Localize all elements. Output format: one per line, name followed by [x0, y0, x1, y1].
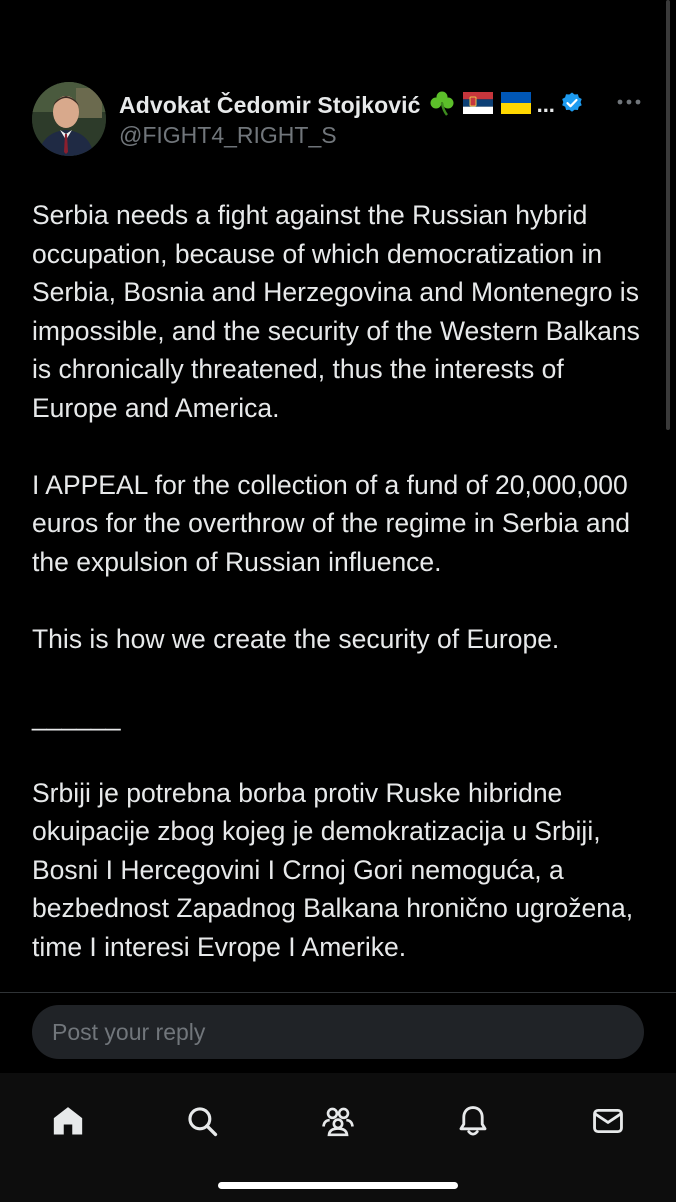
home-indicator[interactable]	[218, 1182, 458, 1189]
more-dots-icon	[617, 99, 641, 105]
tweet-paragraph: I APPEAL for the collection of a fund of 20,000,000 euros for the overthrow of the regime in Serbia and the expulsion of Russian influence.	[32, 469, 631, 577]
shamrock-icon	[429, 90, 455, 121]
author-display-name[interactable]: Advokat Čedomir Stojković	[119, 91, 421, 118]
search-icon	[185, 1104, 219, 1138]
nav-notifications[interactable]	[443, 1091, 503, 1151]
messages-icon	[591, 1104, 625, 1138]
verified-badge-icon[interactable]	[560, 91, 584, 120]
nav-search[interactable]	[172, 1091, 232, 1151]
serbia-flag-icon	[463, 92, 493, 119]
reply-bar	[0, 992, 676, 1073]
name-truncation: ...	[536, 92, 555, 117]
author-handle[interactable]: @FIGHT4_RIGHT_S	[119, 122, 337, 148]
tweet-separator: ______	[32, 700, 121, 731]
tweet-paragraph: Serbia needs a fight against the Russian hybrid occupation, because of which democratization in Serbia, Bosnia and Herzegovina and Montenegro is impossible, and the security of the Western Balkans is chronically threatened, thus the interests of Europe and America.	[32, 200, 640, 423]
nav-home[interactable]	[38, 1091, 98, 1151]
home-icon	[51, 1104, 85, 1138]
tweet-header	[32, 82, 652, 158]
tweet-paragraph: This is how we create the security of Europe.	[32, 623, 560, 654]
tweet-text	[32, 196, 652, 992]
more-options-button[interactable]	[614, 92, 644, 112]
communities-icon	[320, 1104, 356, 1138]
tweet-paragraph: Srbiji je potrebna borba protiv Ruske hibridne okuipacije zbog kojeg je demokratizacija u Srbiji, Bosni I Hercegovini I Crnoj Gori nemoguća, a bezbednost Zapadnog Balkana hronično ugrožena, time I interesi Evrope I Amerike.	[32, 777, 634, 962]
author-name-row[interactable]	[119, 90, 584, 120]
ukraine-flag-icon	[501, 92, 531, 119]
nav-messages[interactable]	[578, 1091, 638, 1151]
notifications-icon	[456, 1104, 490, 1138]
bottom-navigation	[0, 1073, 676, 1202]
reply-input[interactable]	[32, 1005, 644, 1059]
nav-communities[interactable]	[308, 1091, 368, 1151]
avatar[interactable]	[32, 82, 106, 156]
